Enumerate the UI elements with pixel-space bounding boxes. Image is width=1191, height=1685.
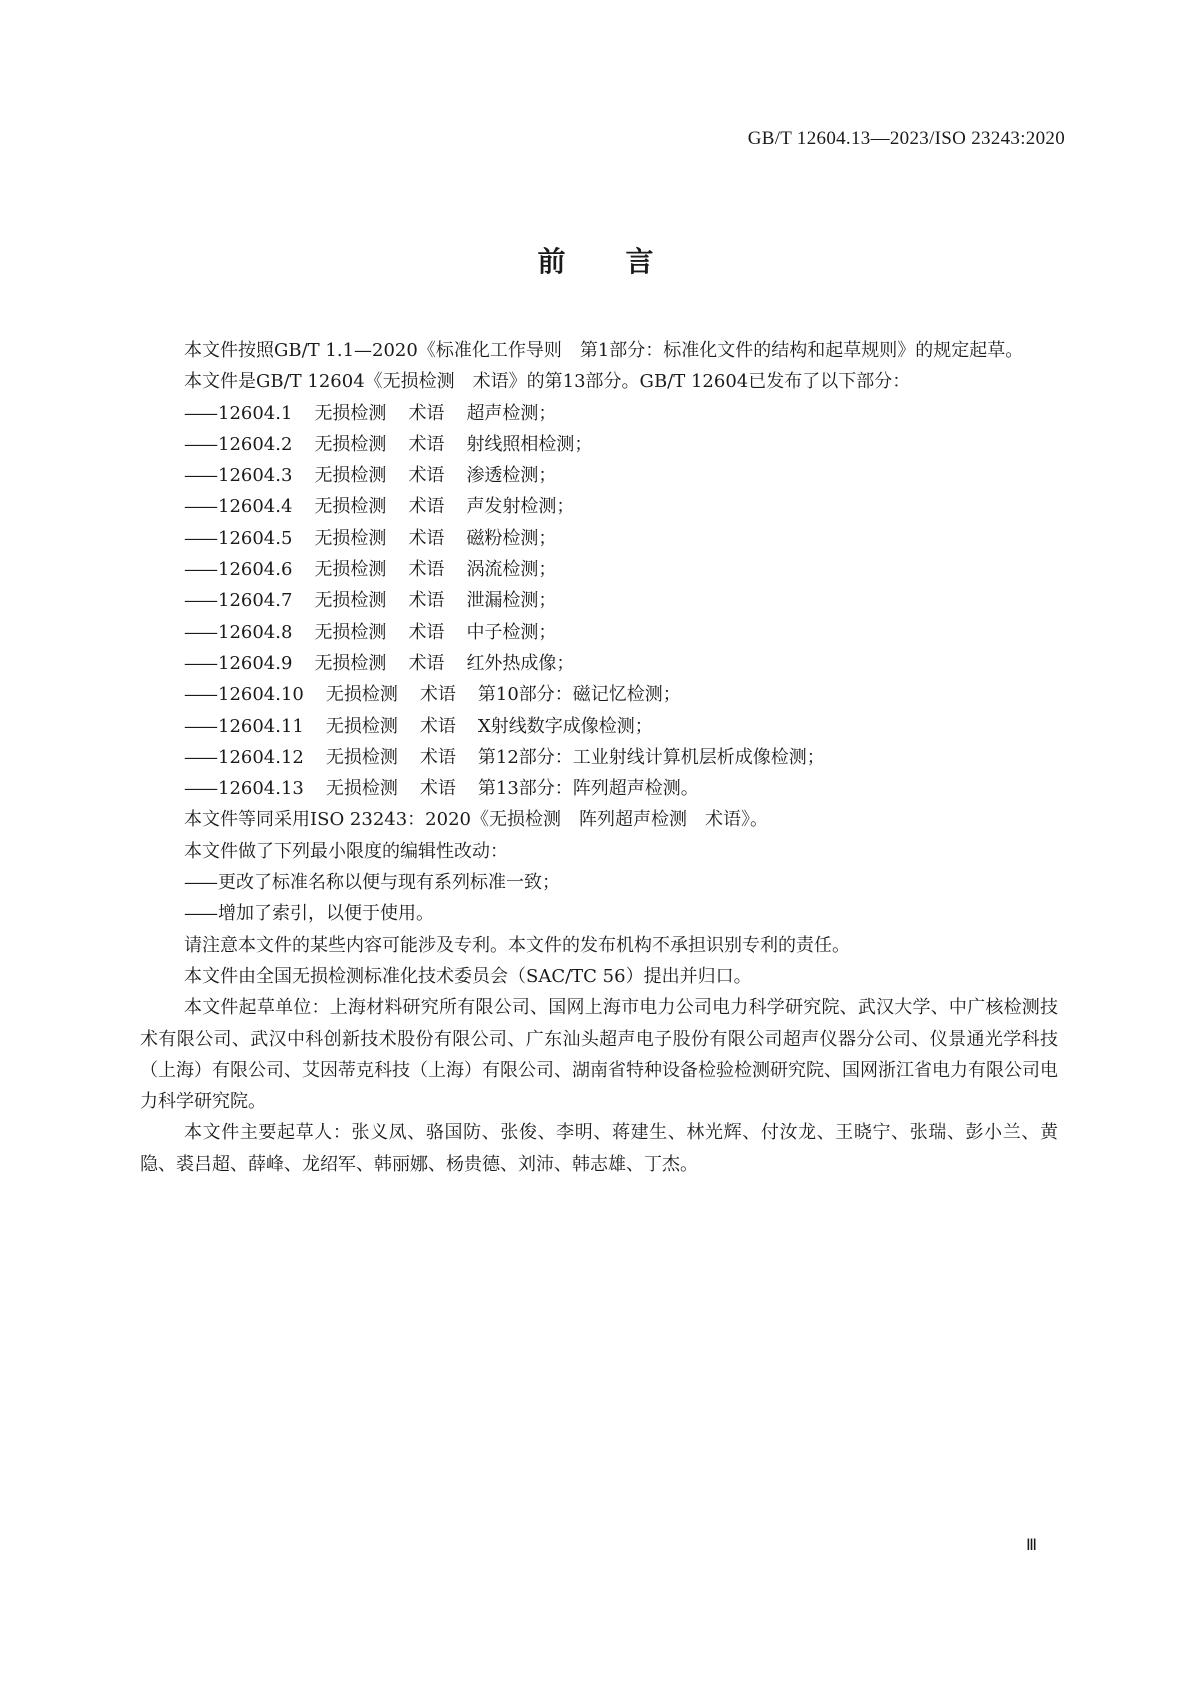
paragraph-committee: 本文件由全国无损检测标准化技术委员会（SAC/TC 56）提出并归口。: [184, 965, 752, 987]
paragraph-editorial-changes: 本文件做了下列最小限度的编辑性改动：: [184, 840, 508, 862]
list-item: —— 12604.13 无损检测 术语 第13部分：阵列超声检测。: [184, 778, 699, 800]
list-item: —— 12604.1 无损检测 术语 超声检测；: [184, 402, 557, 424]
paragraph-patent-notice: 请注意本文件的某些内容可能涉及专利。本文件的发布机构不承担识别专利的责任。: [184, 934, 850, 956]
list-item: —— 12604.8 无损检测 术语 中子检测；: [184, 621, 557, 643]
page-number: Ⅲ: [1025, 1537, 1037, 1554]
list-item: —— 12604.6 无损检测 术语 涡流检测；: [184, 559, 557, 581]
list-item: —— 12604.9 无损检测 术语 红外热成像；: [184, 652, 575, 674]
list-item: —— 12604.11 无损检测 术语 X射线数字成像检测；: [184, 715, 653, 737]
list-item: —— 12604.12 无损检测 术语 第12部分：工业射线计算机层析成像检测；: [184, 746, 825, 768]
list-item-change: —— 增加了索引，以便于使用。: [184, 903, 434, 925]
paragraph-series-intro: 本文件是GB/T 12604《无损检测 术语》的第13部分。GB/T 12604已发布了以下部分：: [184, 371, 911, 393]
list-item: —— 12604.10 无损检测 术语 第10部分：磁记忆检测；: [184, 684, 681, 706]
foreword-body: [140, 335, 1058, 1180]
list-item-change: —— 更改了标准名称以便与现有系列标准一致；: [184, 872, 560, 894]
paragraph-drafting-units: 本文件起草单位：上海材料研究所有限公司、国网上海市电力公司电力科学研究院、武汉大学、中广核检测技术有限公司、武汉中科创新技术股份有限公司、广东汕头超声电子股份有限公司超声仪器分公司、仪景通光学科技（上海）有限公司、艾因蒂克科技（上海）有限公司、湖南省特种设备检验检测研究院、国网浙江省电力有限公司电力科学研究院。: [140, 997, 1058, 1113]
parts-list: [140, 398, 1058, 805]
document-number: GB/T 12604.13—2023/ISO 23243:2020: [747, 128, 1065, 149]
list-item: —— 12604.3 无损检测 术语 渗透检测；: [184, 465, 557, 487]
paragraph-drafting-rules: 本文件按照GB/T 1.1—2020《标准化工作导则 第1部分：标准化文件的结构和起草规则》的规定起草。: [184, 340, 1024, 361]
list-item: —— 12604.5 无损检测 术语 磁粉检测；: [184, 527, 557, 549]
list-item: —— 12604.4 无损检测 术语 声发射检测；: [184, 496, 575, 518]
list-item: —— 12604.7 无损检测 术语 泄漏检测；: [184, 590, 557, 612]
paragraph-drafters: 本文件主要起草人：张义凤、骆国防、张俊、李明、蒋建生、林光辉、付汝龙、王晓宁、张瑞、彭小兰、黄隐、裘吕超、薛峰、龙绍军、韩丽娜、杨贵德、刘沛、韩志雄、丁杰。: [140, 1122, 1058, 1175]
list-item: —— 12604.2 无损检测 术语 射线照相检测；: [184, 433, 593, 455]
page-title: 前言: [537, 245, 714, 278]
paragraph-iso-adoption: 本文件等同采用ISO 23243：2020《无损检测 阵列超声检测 术语》。: [184, 809, 768, 831]
